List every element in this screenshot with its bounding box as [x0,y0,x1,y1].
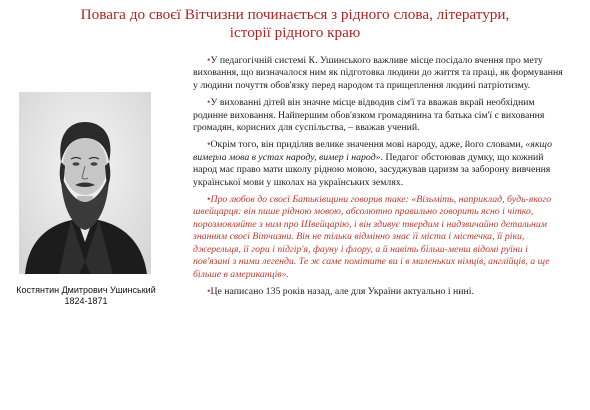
paragraph-4-text-a: Про любов до своєї Батьківщини говорив таке: [210,194,412,206]
bullet-icon: • [207,285,211,297]
title-line-2: історії рідного краю [229,24,361,41]
paragraph-1 [193,55,565,92]
paragraph-5 [193,286,565,298]
bullet-icon: • [207,139,211,151]
portrait-engraving [19,92,151,274]
paragraph-3-text-a: Окрім того, він приділяв велике значення мові народу, адже, його словами, [210,139,526,151]
paragraph-3-text-b: . Педагог обстоював думку, що кожний народ має право мати школу рідною мовою, засуджував царизм за заборону вивчення української мови у школах на українських землях. [193,151,551,188]
paragraph-2-text: У вихованні дітей він значне місце відводив сім'ї та вважав вкрай необхідним родинне виховання. Найпершим обов'язком громадянина та батька сім'ї є виховання громадян, корисних для суспільства, – вважав учений. [193,97,545,134]
bullet-icon: • [207,55,211,66]
paragraph-4-text-b: . [286,268,289,280]
bullet-icon: • [207,97,211,109]
paragraph-4 [193,194,565,281]
title-line-1: Повага до своєї Вітчизни починається з рідного слова, літератури, [80,6,510,23]
slide-title [60,6,530,42]
paragraph-2 [193,97,565,134]
bullet-icon: • [207,194,211,206]
paragraph-3 [193,139,565,189]
caption-years: 1824-1871 [64,296,108,306]
paragraph-3-quote: «якщо вимерла мова в устах народу, вимер і народ» [193,139,552,163]
paragraph-5-text: Це написано 135 років назад, але для України актуально і нині. [210,285,474,297]
text-content [193,55,565,303]
paragraph-1-text: У педагогічній системі К. Ушинського важливе місце посідало вчення про мету виховання, що визначалося ним як підготовка людини до життя та праці, як формування у людини почуття обов'язку перед народом та прищеплення людині патріотизму. [193,55,563,91]
caption-name: Костянтин Дмитрович Ушинський [16,285,156,295]
portrait-ushynsky [19,92,151,274]
paragraph-4-quote: «Візьміть, наприклад, будь-якого швейцарця: він пише рідною мовою, абсолютно правильно говорить ясно і чітко, порозмовляйте з ним про Швейцарію, і він здивує твердим і надзвичайно детальним знанням своєї Вітчизни. Він не тільки відмінно знає її міста і містечка, її ріки, джерельця, її гори і підгір'я, фауну і флору, а й навіть більш-менш відомі руїни і пов'язані з ними легенди. Те ж саме помітите ви і в маленьких німців, англійців, а ще більше в американців» [193,194,552,280]
portrait-caption [10,285,162,307]
